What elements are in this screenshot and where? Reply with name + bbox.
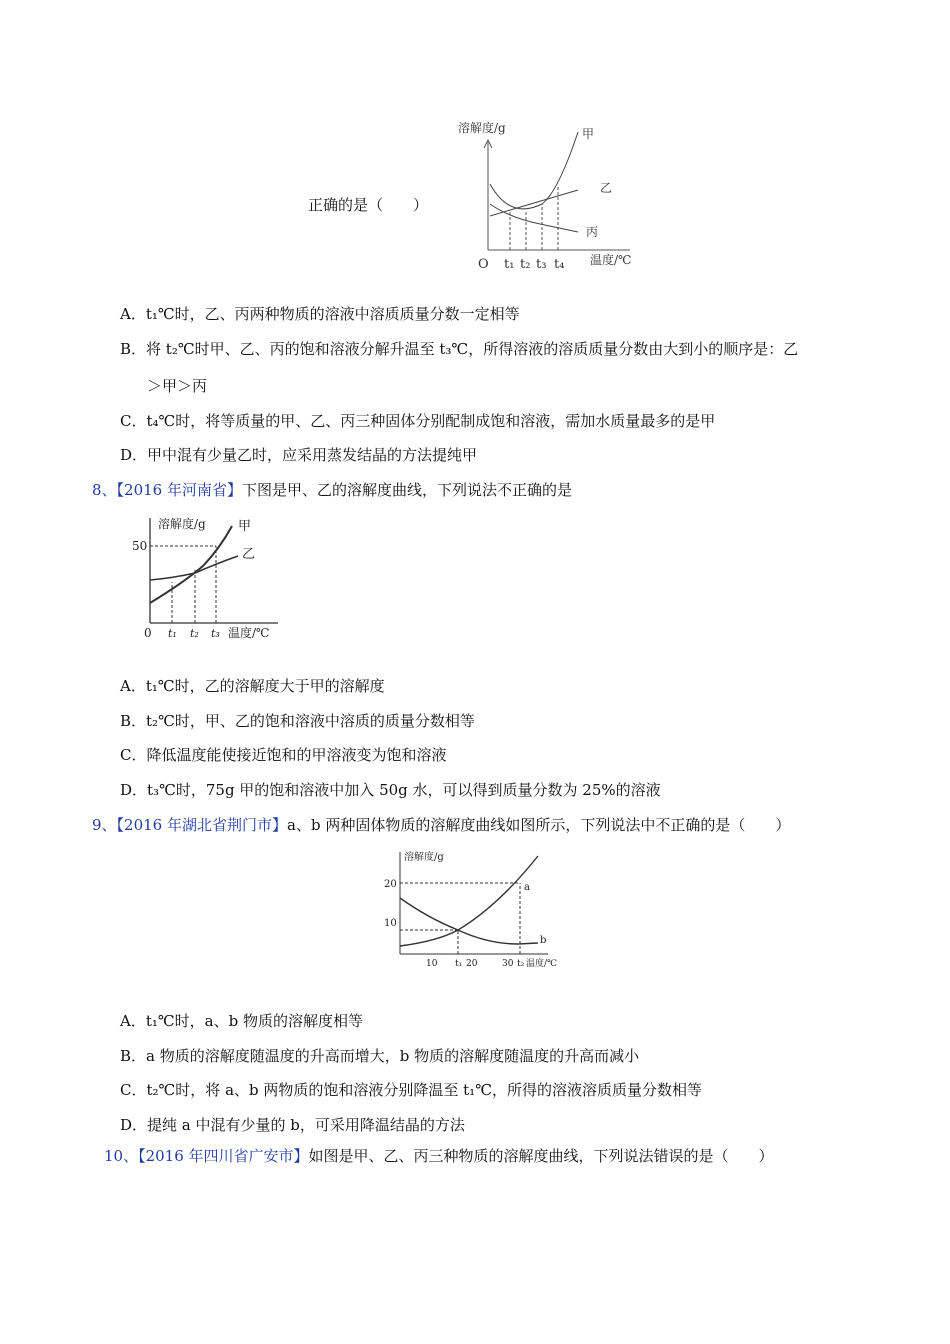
q7-chart-ylabel: 溶解度/g: [458, 121, 506, 135]
q9-option-c[interactable]: C．t₂℃时，将 a、b 两物质的饱和溶液分别降温至 t₁℃，所得的溶液溶质质量分数相等: [120, 1081, 702, 1099]
q7-option-b[interactable]: B．将 t₂℃时甲、乙、丙的饱和溶液分解升温至 t₃℃，所得溶液的溶质质量分数由大到小的顺序是：乙: [120, 340, 799, 358]
q7-curve-jia: 甲: [582, 127, 595, 141]
q8-chart-ylabel: 溶解度/g: [158, 517, 206, 531]
q8-option-d[interactable]: D．t₃℃时，75g 甲的饱和溶液中加入 50g 水，可以得到质量分数为 25%的溶液: [120, 781, 661, 799]
q9-xtick-20: 20: [466, 959, 478, 969]
q7-chart-origin: O: [478, 257, 489, 272]
q8-tick-2: t₂: [190, 627, 199, 640]
q8-number: 8、: [92, 481, 117, 499]
q8-option-b[interactable]: B．t₂℃时，甲、乙的饱和溶液中溶质的质量分数相等: [120, 712, 475, 730]
q7-tick-1: t₁: [504, 257, 515, 272]
q8-curve-yi: 乙: [242, 547, 256, 562]
q7-chart-xlabel: 温度/℃: [590, 253, 632, 267]
q10-number: 10、: [104, 1147, 139, 1165]
q8-option-a[interactable]: A．t₁℃时，乙的溶解度大于甲的溶解度: [120, 677, 385, 695]
q7-solubility-chart: [450, 112, 650, 274]
q7-stem-tail: 正确的是（ ）: [308, 196, 429, 214]
q7-curve-yi: 乙: [600, 181, 613, 195]
q7-option-d[interactable]: D．甲中混有少量乙时，应采用蒸发结晶的方法提纯甲: [120, 446, 478, 464]
q7-option-b-cont: ＞甲＞丙: [147, 377, 208, 395]
q9-number: 9、: [92, 816, 117, 834]
q8-source: 【2016 年河南省】: [116, 481, 242, 499]
q7-tick-4: t₄: [554, 257, 565, 272]
q9-curve-a: a: [524, 882, 530, 893]
q9-source: 【2016 年湖北省荆门市】: [116, 816, 287, 834]
q10-stem: 10、【2016 年四川省广安市】如图是甲、乙、丙三种物质的溶解度曲线，下列说法错误的是（ ）: [104, 1147, 774, 1165]
q9-xtick-10: 10: [426, 959, 438, 969]
q9-ytick-20: 20: [384, 879, 397, 890]
q8-tick-1: t₁: [168, 627, 177, 640]
q9-xtick-t1: t₁: [455, 959, 463, 969]
q9-curve-b: b: [540, 935, 547, 946]
q9-option-d[interactable]: D．提纯 a 中混有少量的 b，可采用降温结晶的方法: [120, 1116, 465, 1134]
q8-option-c[interactable]: C．降低温度能使接近饱和的甲溶液变为饱和溶液: [120, 746, 447, 764]
q9-chart-ylabel: 溶解度/g: [404, 852, 444, 863]
q8-chart-xlabel: 温度/℃: [228, 626, 270, 640]
q7-tick-2: t₂: [520, 257, 531, 272]
q9-option-b[interactable]: B．a 物质的溶解度随温度的升高而增大，b 物质的溶解度随温度的升高而减小: [120, 1047, 640, 1065]
q9-xtick-30: 30: [502, 959, 514, 969]
q8-stem: 8、【2016 年河南省】下图是甲、乙的溶解度曲线，下列说法不正确的是: [92, 481, 573, 499]
q8-curve-jia: 甲: [238, 519, 252, 534]
q8-tick-3: t₃: [211, 627, 220, 640]
q9-solubility-chart: [378, 846, 568, 972]
q9-option-a[interactable]: A．t₁℃时，a、b 物质的溶解度相等: [120, 1012, 363, 1030]
q7-option-a[interactable]: A．t₁℃时，乙、丙两种物质的溶液中溶质质量分数一定相等: [120, 305, 520, 323]
q9-chart-xlabel: 温度/℃: [526, 959, 558, 969]
q8-chart-origin: 0: [144, 626, 152, 640]
q10-source: 【2016 年四川省广安市】: [138, 1147, 309, 1165]
q7-option-c[interactable]: C．t₄℃时，将等质量的甲、乙、丙三种固体分别配制成饱和溶液，需加水质量最多的是甲: [120, 412, 716, 430]
q7-tick-3: t₃: [536, 257, 547, 272]
q9-ytick-10: 10: [384, 918, 397, 929]
q8-solubility-chart: [128, 508, 298, 643]
q9-stem: 9、【2016 年湖北省荆门市】a、b 两种固体物质的溶解度曲线如图所示，下列说法中不正确的是（ ）: [92, 816, 791, 834]
q7-curve-bing: 丙: [586, 225, 599, 239]
q8-chart-ytick: 50: [132, 539, 148, 553]
q9-xtick-t2: t₂: [517, 959, 525, 969]
